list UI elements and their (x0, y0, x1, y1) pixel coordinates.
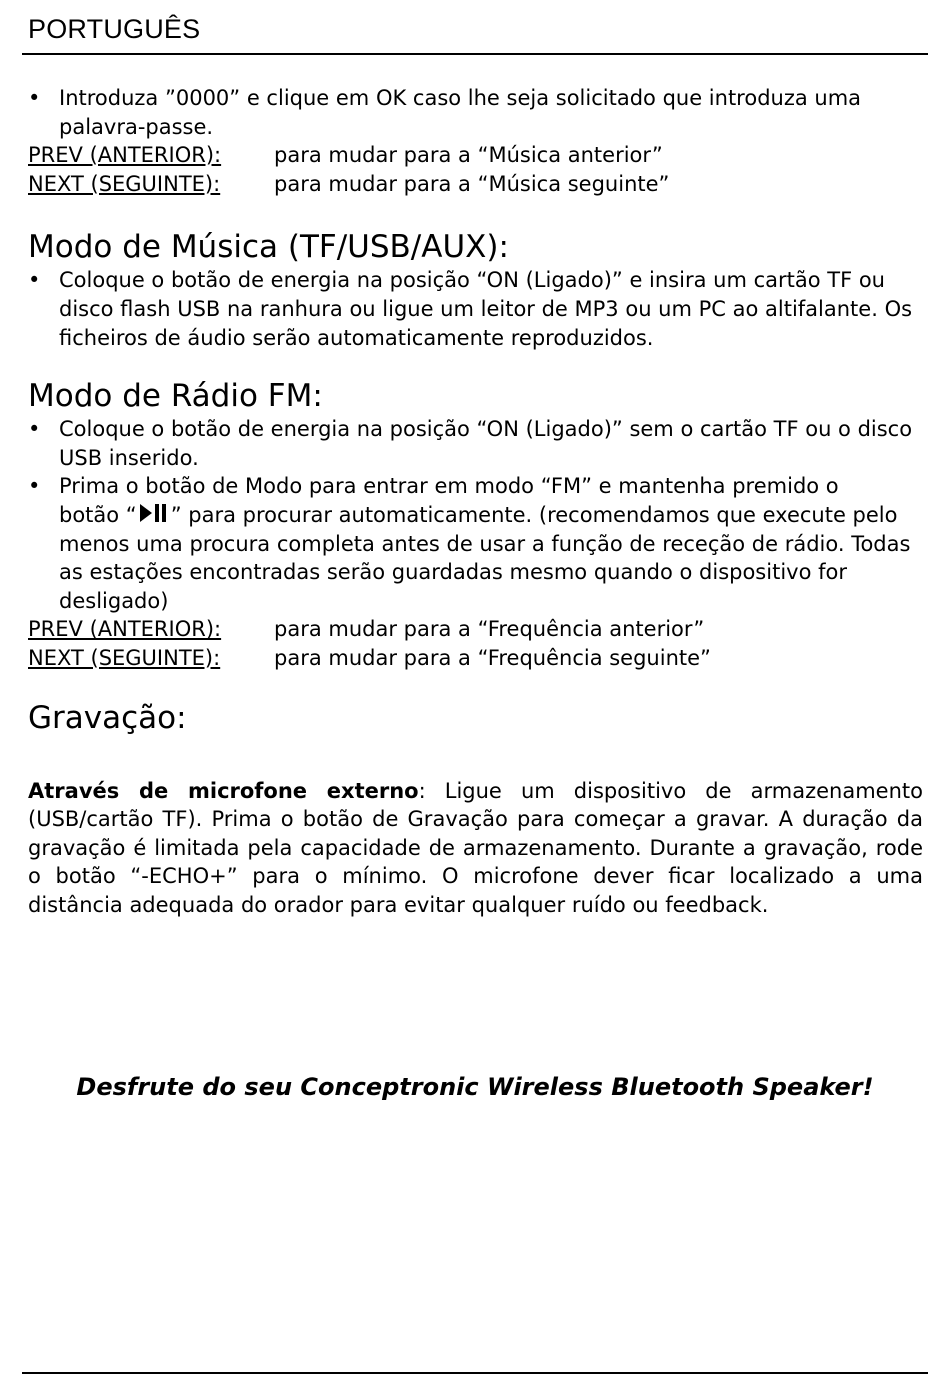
next-music-row (28, 170, 923, 199)
page-content (28, 84, 923, 919)
prev-key-label: PREV (ANTERIOR): (28, 143, 222, 168)
recording-heading: Gravação: (28, 699, 187, 736)
recording-text: : Ligue um dispositivo de armazenamento (USB/cartão TF). Prima o botão de Gravação para começar a gravar. A duração da gravação é limitada pela capacidade de armazenamento. Durante a gravação, rode o botão “-ECHO+” para o mínimo. O microfone dever ficar localizado a uma distância adequada do orador para evitar qualquer ruído ou feedback. (28, 778, 923, 917)
play-pause-icon (139, 502, 169, 524)
next-frequency-row (28, 644, 923, 673)
prev-music-row (28, 141, 923, 170)
next-frequency-description: para mudar para a “Frequência seguinte” (274, 645, 711, 670)
top-rule (22, 53, 928, 55)
music-mode-bullet: • Coloque o botão de energia na posição “ON (Ligado)” e insira um cartão TF ou disco flash USB na ranhura ou ligue um leitor de MP3 ou um PC ao altifalante. Os ficheiros de áudio serão automaticamente reproduzidos. (28, 266, 923, 352)
radio-mode-heading: Modo de Rádio FM: (28, 378, 323, 415)
password-bullet: • Introduza ”0000” e clique em OK caso lhe seja solicitado que introduza uma palavra-passe. (28, 84, 923, 141)
language-header: PORTUGUÊS (28, 14, 201, 44)
prev-frequency-row (28, 615, 923, 644)
radio-scan-bullet (28, 472, 923, 615)
prev-frequency-description: para mudar para a “Frequência anterior” (274, 617, 705, 642)
next-music-description: para mudar para a “Música seguinte” (274, 171, 670, 196)
radio-scan-pre-icon: botão “ (59, 502, 137, 527)
radio-power-bullet: • Coloque o botão de energia na posição “ON (Ligado)” sem o cartão TF ou o disco USB inserido. (28, 415, 923, 472)
recording-paragraph (28, 777, 923, 920)
prev-music-description: para mudar para a “Música anterior” (274, 143, 663, 168)
prev-key-label: PREV (ANTERIOR): (28, 617, 222, 642)
next-key-label: NEXT (SEGUINTE): (28, 645, 221, 670)
closing-message: Desfrute do seu Conceptronic Wireless Bluetooth Speaker! (76, 1073, 874, 1101)
bottom-rule (22, 1372, 928, 1374)
radio-scan-line1: Prima o botão de Modo para entrar em modo “FM” e mantenha premido o (59, 474, 839, 499)
radio-scan-post-icon: ” para procurar automaticamente. (recomendamos que execute pelo menos uma procura completa antes de usar a função de receção de rádio. Todas as estações encontradas serão guardadas mesmo quando o dispositivo for desligado) (59, 502, 911, 613)
next-key-label: NEXT (SEGUINTE): (28, 171, 221, 196)
music-mode-heading: Modo de Música (TF/USB/AUX): (28, 229, 509, 266)
recording-lead: Através de microfone externo (28, 778, 419, 803)
